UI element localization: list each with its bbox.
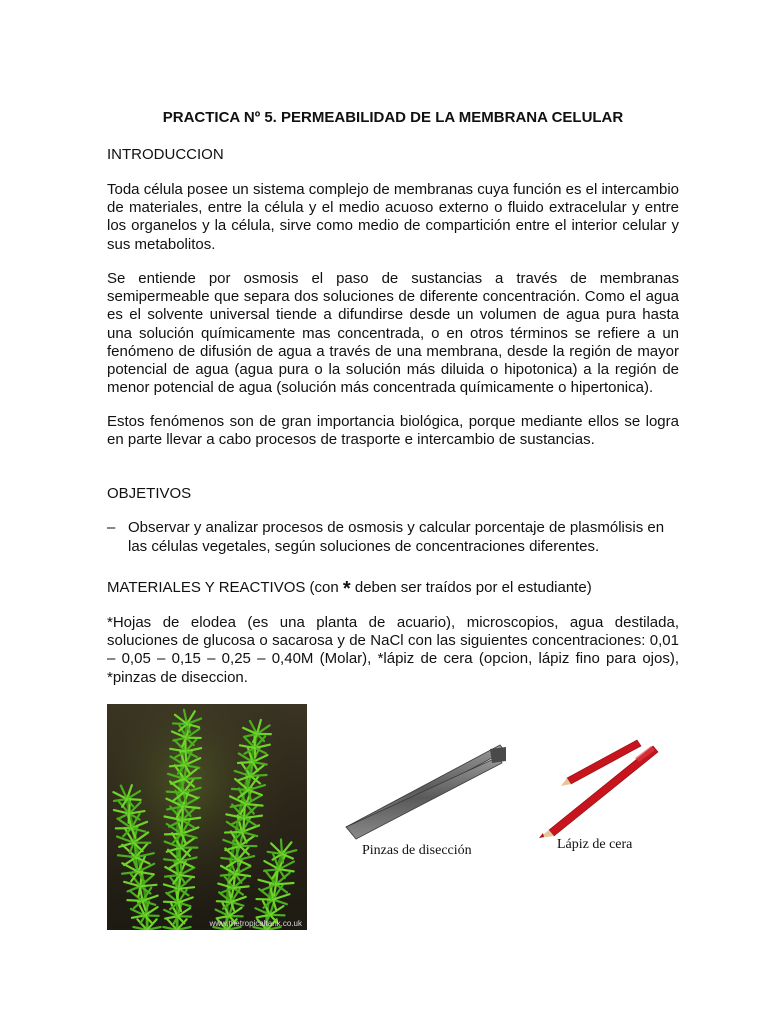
materials-heading-start: MATERIALES Y REACTIVOS (con: [107, 579, 343, 596]
elodea-leaf: [270, 915, 285, 916]
required-star: *: [342, 578, 351, 600]
elodea-photo: [107, 704, 307, 930]
elodea-leaf: [170, 765, 185, 766]
materials-list: *Hojas de elodea (es una planta de acuario), microscopios, agua destilada, soluciones de glucosa o sacarosa y de NaCl con las siguientes concentraciones: 0,01 – 0,05 – 0,15 – 0,25 – 0,40M (Molar), *lápiz de cera (opcion, lápiz fino para ojos), *pinzas de diseccion.: [107, 614, 679, 686]
intro-paragraph-2: Se entiende por osmosis el paso de sustancias a través de membranas semipermeable que separa dos soluciones de diferente concentración. Como el agua es el solvente universal tiende a difundirse desde un volumen de agua pura hasta una solución químicamente mas concentrada, o en otros términos se refiere a un fenómeno de difusión de agua a través de una membrana, desde la región de mayor potencial de agua (agua pura o la solución más diluida o hipotonica) a la región de menor potencial de agua (solución más concentrada químicamente o hipertonica).: [107, 270, 679, 397]
tweezers-image: [340, 735, 510, 845]
elodea-leaf: [165, 834, 182, 835]
bullet-dash: –: [107, 519, 116, 536]
pencil-caption: Lápiz de cera: [557, 837, 633, 852]
elodea-leaf: [276, 883, 293, 884]
elodea-leaf: [140, 885, 156, 887]
wax-pencil-image: [535, 738, 665, 838]
page-title: PRACTICA Nº 5. PERMEABILIDAD DE LA MEMBRANA CELULAR: [162, 109, 624, 126]
elodea-leaf: [281, 840, 282, 854]
photo-watermark: www.thetropicaltank.co.uk: [209, 919, 302, 928]
elodea-leaf: [182, 820, 183, 831]
elodea-leaf: [165, 875, 180, 877]
materials-heading-end: deben ser traídos por el estudiante): [350, 579, 592, 596]
tweezers-icon: [340, 735, 510, 845]
elodea-leaf: [238, 762, 253, 763]
elodea-leaf: [225, 832, 242, 833]
elodea-leaf: [243, 818, 244, 829]
materials-heading: [107, 577, 592, 600]
elodea-plant-image: [107, 704, 307, 930]
elodea-leaf: [129, 814, 130, 823]
tweezers-caption: Pinzas de disección: [362, 843, 472, 858]
intro-heading: INTRODUCCION: [107, 146, 224, 163]
objectives-heading: OBJETIVOS: [107, 485, 192, 502]
elodea-leaf: [256, 899, 273, 900]
wax-pencil-icon: [535, 738, 665, 838]
intro-paragraph-3: Estos fenómenos son de gran importancia biológica, porque mediante ellos se logra en parte llevar a cabo procesos de trasporte e intercambio de sustancias.: [107, 413, 679, 449]
objective-text: Observar y analizar procesos de osmosis y calcular porcentaje de plasmólisis en las células vegetales, según soluciones de concentraciones diferentes.: [128, 519, 665, 555]
intro-paragraph-1: Toda célula posee un sistema complejo de membranas cuya función es el intercambio de materiales, entre la célula y el medio acuoso externo o fluido extracelular y entre los organelos y la célula, sirve como medio de compartición entre el interior celular y sus metabolitos.: [107, 181, 679, 253]
elodea-leaf: [184, 778, 200, 779]
elodea-leaf: [251, 775, 267, 776]
